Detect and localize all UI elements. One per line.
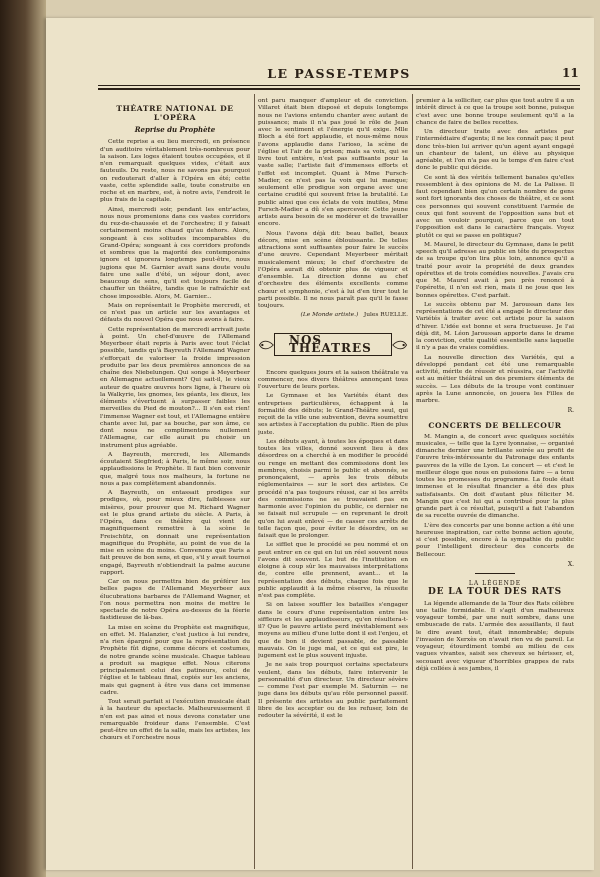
paragraph: Si on laisse souffler les batailles s'engager dans le cours d'une représentation entre les siffleurs et les applaudisseurs, qu'en résultera-t-il? Que le pauvre artiste perd inévitablement ses moyens au milieu d'une lutte dont il est l'enjeu, et que de bon il devient passable, de passable mauvais. On le juge mal, et ce qui est pire, le jugement est le plus souvent injuste.: [258, 602, 408, 659]
paragraph: La légende allemande de la Tour des Rats célèbre une taille formidable. Il s'agit d'un malheureux voyageur tombé, par une nuit sombre, dans une embuscade de rats. L'armée des assaillants, il faut le dire avant tout, était innombrable; depuis l'invasion de Xerxès on n'avait rien vu de pareil. Le voyageur, étourdiment tombé au milieu de ces vagues vivantes, saisit ses cheveux se hérisser, et, secouant avec vigueur d'horribles grappes de rats déjà collées à ses jambes, il: [416, 600, 574, 672]
paragraph: La mise en scène du Prophète est magnifique, en effet. M. Halanzier, c'est justice à lui rendre, n'a rien épargné pour que la représentation du Prophète fût digne, comme décors et costumes, de notre grande scène musicale. Chaque tableau a produit sa magique effet. Nous citerons principalement celui des patineurs, celui de l'église et le tableau final, copiés sur les anciens, mais qui gagnent à être vus dans cet immense cadre.: [100, 624, 250, 696]
book-spine: [0, 0, 46, 877]
paragraph: Encore quelques jours et la saison théâtrale va commencer, nos divers théâtres annonçant tous l'ouverture de leurs portes.: [258, 369, 408, 390]
header-rule-thick: [98, 88, 580, 90]
column-separator: [412, 94, 413, 869]
column-2: [258, 98, 408, 869]
running-title: LE PASSE-TEMPS: [267, 66, 411, 81]
signature-initial: R.: [567, 407, 574, 415]
paragraph: Ainsi, mercredi soir, pendant les entr'actes, nous nous promenions dans ces vastes corridors du rez-de-chaussée et de l'orchestre; il y faisait certainement moins chaud qu'au dehors. Alors, songeant à ces solitudes incomparables du Grand-Opéra; songeant à ces corridors profonds et sombres que la majorité des contemporains ignore et ignorera longtemps peut-être, nous jugions que M. Garnier avait sans doute voulu faire une salle d'été, un séjour dont, avec beaucoup de sens, qu'il est toujours facile de chauffer un théâtre, tandis que le rafraîchir est chose impossible. Alors, M. Garnier...: [100, 206, 250, 300]
flourish-right-icon: [392, 336, 408, 354]
legend-title: DE LA TOUR DES RATS: [428, 587, 562, 598]
paragraph: Je ne sais trop pourquoi certains spectateurs veulent, dans les débuts, faire intervenir le personnalité d'un directeur. Un directeur sévère — comme l'est par exemple M. Saturnin — ne juge dans les débuts qu'au rôle personnel passif. Il présente des artistes au public parfaitement libre de les accepter ou de les refuser, loin de redouter la sévérité, il est le: [258, 662, 408, 719]
flourish-left-icon: [258, 336, 274, 354]
signature-source: (Le Monde artiste.): [300, 312, 359, 319]
section-subtitle: Reprise du Prophète: [134, 125, 216, 134]
paragraph: ont paru manquer d'ampleur et de conviction. Villaret était bien disposé et depuis longtemps nous ne l'avions entendu chanter avec autant de puissance; mais il n'a pas joué le rôle de Jean avec le sentiment et l'énergie qu'il exige. Mlle Bloch a été fort applaudie, et nous-même nous l'avons applaudie dans l'arioso, la scène de l'église et l'air de la prison; mais sa voix, qui se livre tout entière, n'est pas suffisante pour la vaste salle; l'artiste fait d'immenses efforts et l'effet est incomplet. Quant à Mme Fursch-Madier, ce n'est pas la voix qui lui manque; seulement elle prodigue son organe avec une certaine crudité qui souvent frise la brutalité. Le public ainsi que ces éclats de voix inutiles, Mme Fursch-Madier a dû s'en apercevoir. Cette jeune artiste aura besoin de se modérer et de travailler encore.: [258, 98, 408, 228]
paragraph: Nous l'avons déjà dit: beau ballet, beaux décors, mise en scène éblouissante. De telles attractions sont suffisantes pour faire le succès d'une œuvre. Cependant Meyerbeer méritait musicalement mieux; le chef d'orchestre de l'Opéra aurait dû obtenir plus de vigueur et d'ensemble. La direction donne au chef d'orchestre des éléments excellents comme chœur et symphonie, c'est à lui d'en tirer tout le parti possible. Il ne nous paraît pas qu'il le fasse toujours.: [258, 230, 408, 309]
paragraph: Cette représentation de mercredi arrivait juste à point. Un chef-d'œuvre de l'Allemand Meyerbeer était repris à Paris avec tout l'éclat possible, tandis qu'à Bayreuth l'Allemand Wagner s'efforçait de valoriser la froide impression produite par les deux premières annonces de sa chaîne des Niebelungen. Qui songe à Meyerbeer en Allemagne actuellement? Qui sait-il, le vieux auteur de quatre œuvres hors ligne, à l'heure où la Walkyrie, les gnomes, les géants, les dieux, les éléments s'évertuent à surpasser faibles les merveilles du Pied de mouton?... Il s'en est rien! l'immense Wagner est tout, et l'Allemagne entière chante avec lui, par sa bouche, par son âme, ce dont nous ne complimentons nullement l'Allemagne, car elle aurait pu choisir un instrument plus agréable.: [100, 326, 250, 449]
paragraph: L'ère des concerts par une bonne action a été une heureuse inspiration, car cette bonne action ajoute, si c'est possible, encore à la sympathie du public pour l'intelligent directeur des concerts de Bellecour.: [416, 522, 574, 558]
signature-x: X.: [567, 560, 574, 568]
paragraph: M. Maurel, le directeur du Gymnase, dans le petit speech qu'il adresse au public en tête du prospectus de sa troupe qu'on lira plus loin, annonce qu'il a traité pour avoir la propriété de deux grandes opérettes et de trois comédies nouvelles. J'avais cru que M. Maurel avait à peu près renoncé à l'opérette, il n'en est rien, mais il ne joue que les bonnes opérettes. C'est parfait.: [416, 241, 574, 299]
column-separator: [254, 94, 255, 869]
section-title-opera: THÉATRE NATIONAL DE L'OPÉRA: [116, 104, 234, 122]
paragraph: Un directeur traite avec des artistes par l'intermédiaire d'agents; il ne les connaît pas; il peut donc très-bien lui arriver qu'un agent ayant engagé un chanteur de talent, un élève au physique agréable, et l'on n'a pas eu le temps d'en faire c'est donc le public qui décide.: [416, 129, 574, 172]
paragraph: Le sifflet que le procédé se peu nommé et on peut entrer en ce qui en lui un réel souvent nous l'avons dit souvent. Le but de l'institution en éloigne à coup sûr les mauvaises interprétations de, contre elle prennent, avant... et la représentation des débuts, chaque fois que le public applaudit à la même réserve, la réussite n'est pas complète.: [258, 542, 408, 599]
paragraph: Cette reprise a eu lieu mercredi, en présence d'un auditoire véritablement très-nombreux pour la saison. Les loges étaient toutes occupées, et il n'en remarquait quelques vides, c'était aux fauteuils. Du reste, nous ne savons pas pourquoi on redouterait d'aller à l'Opéra en été; cette vaste, cette splendide salle, toute construite en roche et en marbre, est, à notre avis, l'endroit le plus frais de la capitale.: [100, 139, 250, 204]
paragraph: Les débuts ayant, à toutes les époques et dans toutes les villes, donné souvent lieu à des désordres on a cherché à en modifier le procédé ou renge en mettant des commissions dont les membres, choisis parmi le public et abonnés, se prononçaient, — après les trois débuts réglementaires — sur le sort des artistes. Ce procédé n'a pas toujours réussi, car si les arrêts des commissions ne se trouvaient pas en harmonie avec l'opinion du public, ce dernier ne se faisait nul scrupule — en reprenant le droit qu'on lui avait enlevé — de casser ces arrêts de telle façon que, pour éviter le désordre, on se faisait que le prolonger.: [258, 438, 408, 539]
paragraph: Mais on représentait le Prophète mercredi, et ce n'est pas un article sur les avantages et défauts du nouvel Opéra que nous avons à faire.: [100, 302, 250, 324]
paragraph: Le Gymnase et les Variétés étant des entreprises particulières, échappent à la formalité des débuts; le Grand-Théâtre seul, qui reçoit de la ville une subvention, devra soumettre ses artistes à l'acceptation du public. Rien de plus juste.: [258, 393, 408, 436]
section-banner: [258, 330, 408, 360]
section-title-concerts: CONCERTS DE BELLECOUR: [428, 420, 562, 430]
column-1: [100, 98, 250, 869]
article-signature: [258, 312, 408, 319]
column-3: [416, 98, 574, 869]
signature-name: Jules RUELLE.: [363, 312, 408, 319]
paragraph: A Bayreuth, on entassait prodiges sur prodiges, où, pour mieux dire, faiblesses sur misères, pour prouver que M. Richard Wagner est le plus grand artiste du siècle. A Paris, à l'Opéra, dans ce théâtre qui vient de magnifiquement remettre à la scène le Freischütz, on donnait une représentation magnifique du Prophète, au point de vue de la mise en scène du moins. Convenons que Paris a fait preuve de bon sens, et que, s'il y avait tournoi engagé, Bayreuth n'obtiendrait la palme aucune rapport.: [100, 490, 250, 576]
banner-title: NOS THÉATRES: [274, 333, 392, 356]
paragraph: La nouvelle direction des Variétés, qui a développé pendant cet été une remarquable activité, mérite de réussir et réussira, car l'activité est au métier théâtral un des premiers éléments de succès. — Les débuts de la troupe vont continuer après la Lune annoncée, on jouera les Filles de marbre.: [416, 354, 574, 404]
header-rule: [98, 85, 580, 86]
paragraph: Le succès obtenu par M. Jaroussan dans les représentations de cet été a engagé le directeur des Variétés à traiter avec cet artiste pour la saison d'hiver. L'idée est bonne et sera fructueuse. Je l'ai déjà dit, M. Léon Jaroussan apporte dans le drame la conviction, cette qualité essentielle sans laquelle il n'y a pas de vraies comédies.: [416, 301, 574, 352]
legend-kicker: LA LÉGENDE: [468, 580, 522, 587]
page-number: 11: [562, 66, 579, 80]
divider: [475, 573, 515, 574]
paragraph: A Bayreuth, mercredi, les Allemands écoutaient Siegfried; à Paris, le même soir, nous applaudissions le Prophète. Il faut bien convenir que, malgré tous nos malheurs, la fortune ne nous a pas complètement abandonnés.: [100, 451, 250, 487]
paragraph: Tout serait parfait si l'exécution musicale était à la hauteur du spectacle. Malheureusement il n'en est pas ainsi et nous devons constater une remarquable froideur dans l'ensemble. C'est peut-être un effet de la salle, mais les artistes, les chœurs et l'orchestre nous: [100, 699, 250, 742]
paragraph: premier à la solliciter, car plus que tout autre il a un intérêt direct à ce que la troupe soit bonne, puisque c'est avec une bonne troupe seulement qu'il a la chance de faire de belles recettes.: [416, 98, 574, 126]
paragraph: Ce sont là des vérités tellement banales qu'elles ressemblent à des opinions de M. de La Palisse. Il faut cependant bien qu'un certain nombre de gens sont fort ignorants des choses de théâtre, et ce sont ces personnes qui souvent constituent l'armée de ceux qui font souvent de l'opposition sans but et avec un vouloir pourquoi, parce que on tout l'opposition est dans le caractère français. Voyez plutôt ce qui se passe en politique?: [416, 174, 574, 239]
paragraph: Car on nous permettra bien de préférer les belles pages de l'Allemand Meyerbeer aux élucubrations barbares de l'Allemand Wagner, et l'on nous permettra non moins de mettre le spectacle de notre Opéra au-dessus de la féerie fastidieuse de là-bas.: [100, 579, 250, 622]
paragraph: M. Mangin a, de concert avec quelques sociétés musicales, — telle que la Lyre lyonnaise, — organisé dimanche dernier une brillante soirée au profit de l'œuvre très-intéressante du Patronage des enfants pauvres de la ville de Lyon. Le concert — et c'est le meilleur éloge que nous en puissions faire — a tenu toutes les promesses du programme. La foule était immense et le résultat financier a été des plus satisfaisants. On doit d'autant plus féliciter M. Mangin que c'est lui qui a contribué pour la plus grande part à ce résultat, puisqu'il a fait l'abandon de sa recette ouvrée de dimanche.: [416, 433, 574, 520]
